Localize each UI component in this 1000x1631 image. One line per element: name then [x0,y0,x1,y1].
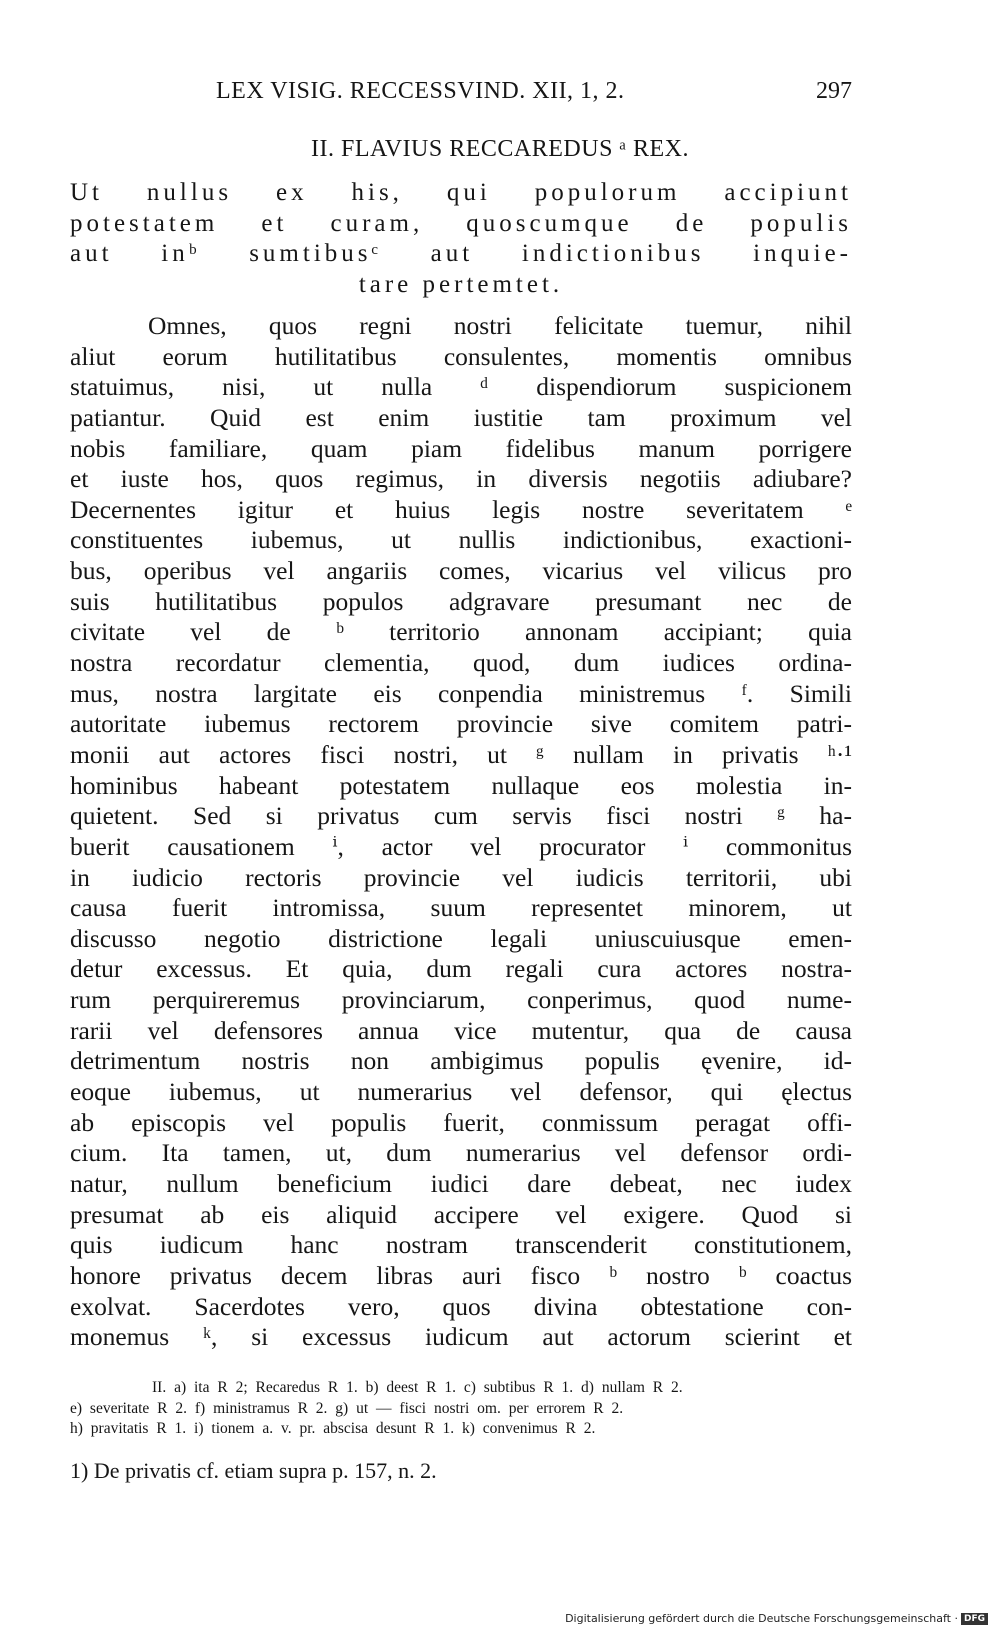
text-line: ab episcopis vel populis fuerit, conmissum peragat offi- [70,1107,852,1137]
text-line: aliut eorum hutilitatibus consulentes, momentis omnibus [70,341,852,371]
text-line: quietent. Sed si privatus cum servis fisci nostri ᵍ ha- [70,801,852,831]
text-line: civitate vel de ᵇ territorio annonam accipiant; quia [70,617,852,647]
text-line: discusso negotio districtione legali uniuscuiusque emen- [70,923,852,953]
text-line: hominibus habeant potestatem nullaque eos molestia in- [70,770,852,800]
digitization-credit [565,1612,988,1625]
text-line: nostra recordatur clementia, quod, dum iudices ordina- [70,648,852,678]
text-line: suis hutilitatibus populos adgravare presumant nec de [70,586,852,616]
text-line: Decernentes igitur et huius legis nostre severitatem ᵉ [70,494,852,524]
page-number: 297 [816,78,852,104]
footnote: 1) De privatis cf. etiam supra p. 157, n. 2. [70,1458,437,1483]
text-line: constituentes iubemus, ut nullis indictionibus, exactioni- [70,525,852,555]
chapter-rubric [70,178,852,300]
text-line: rum perquireremus provinciarum, conperimus, quod nume- [70,985,852,1015]
critical-apparatus [70,1378,852,1440]
text-line: monii aut actores fisci nostri, ut ᵍ nullam in privatis ʰ·¹ [70,739,852,769]
text-line: eoque iubemus, ut numerarius vel defensor, qui ęlectus [70,1077,852,1107]
text-line: in iudicio rectoris provincie vel iudicis territorii, ubi [70,862,852,892]
page-header [70,72,852,112]
section-title: II. FLAVIUS RECCAREDUS ᵃ REX. [311,136,689,162]
rubric-line: potestatem et curam, quoscumque de populis [70,209,852,237]
rubric-line: tare pertemtet. [358,270,564,298]
text-line: nobis familiare, quam piam fidelibus manum porrigere [70,433,852,463]
text-line: monemus ᵏ, si excessus iudicum aut actorum scierint et [70,1322,852,1352]
text-line: causa fuerit intromissa, suum representet minorem, ut [70,893,852,923]
text-line: bus, operibus vel angariis comes, vicarius vel vilicus pro [70,556,852,586]
text-line: rarii vel defensores annua vice mutentur, qua de causa [70,1015,852,1045]
running-head: LEX VISIG. RECCESSVIND. XII, 1, 2. [216,78,625,104]
text-line: natur, nullum beneficium iudici dare debeat, nec iudex [70,1168,852,1198]
text-line: detrimentum nostris non ambigimus populis ęvenire, id- [70,1046,852,1076]
apparatus-line: h) pravitatis R 1. i) tionem a. v. pr. abscisa desunt R 1. k) convenimus R 2. [70,1420,596,1437]
text-line: autoritate iubemus rectorem provincie sive comitem patri- [70,709,852,739]
rubric-line: aut inᵇ sumtibusᶜ aut indictionibus inquie- [70,240,852,267]
text-line: buerit causationem ⁱ, actor vel procurator ⁱ commonitus [70,831,852,861]
apparatus-line: II. a) ita R 2; Recaredus R 1. b) deest R 1. c) subtibus R 1. d) nullam R 2. [152,1379,683,1396]
text-line: et iuste hos, quos regimus, in diversis negotiis adiubare? [70,464,852,494]
text-line: patiantur. Quid est enim iustitie tam proximum vel [70,402,852,432]
rubric-line: Ut nullus ex his, qui populorum accipiunt [70,179,852,206]
digitization-note: Digitalisierung gefördert durch die Deutsche Forschungsgemeinschaft · [565,1612,958,1625]
text-line: honore privatus decem libras auri fisco ᵇ nostro ᵇ coactus [70,1260,852,1290]
text-line: mus, nostra largitate eis conpendia ministremus ᶠ. Simili [70,678,852,708]
text-line: statuimus, nisi, ut nulla ᵈ dispendiorum suspicionem [70,372,852,402]
text-line: exolvat. Sacerdotes vero, quos divina obtestatione con- [70,1291,852,1321]
dfg-logo: DFG [961,1613,988,1625]
text-line: Omnes, quos regni nostri felicitate tuemur, nihil [148,311,852,340]
text-line: presumat ab eis aliquid accipere vel exigere. Quod si [70,1199,852,1229]
text-line: quis iudicum hanc nostram transcenderit constitutionem, [70,1230,852,1260]
text-line: cium. Ita tamen, ut, dum numerarius vel defensor ordi- [70,1138,852,1168]
text-line: detur excessus. Et quia, dum regali cura actores nostra- [70,954,852,984]
law-text [70,311,852,1353]
apparatus-line: e) severitate R 2. f) ministramus R 2. g) ut — fisci nostri om. per errorem R 2. [70,1399,624,1417]
